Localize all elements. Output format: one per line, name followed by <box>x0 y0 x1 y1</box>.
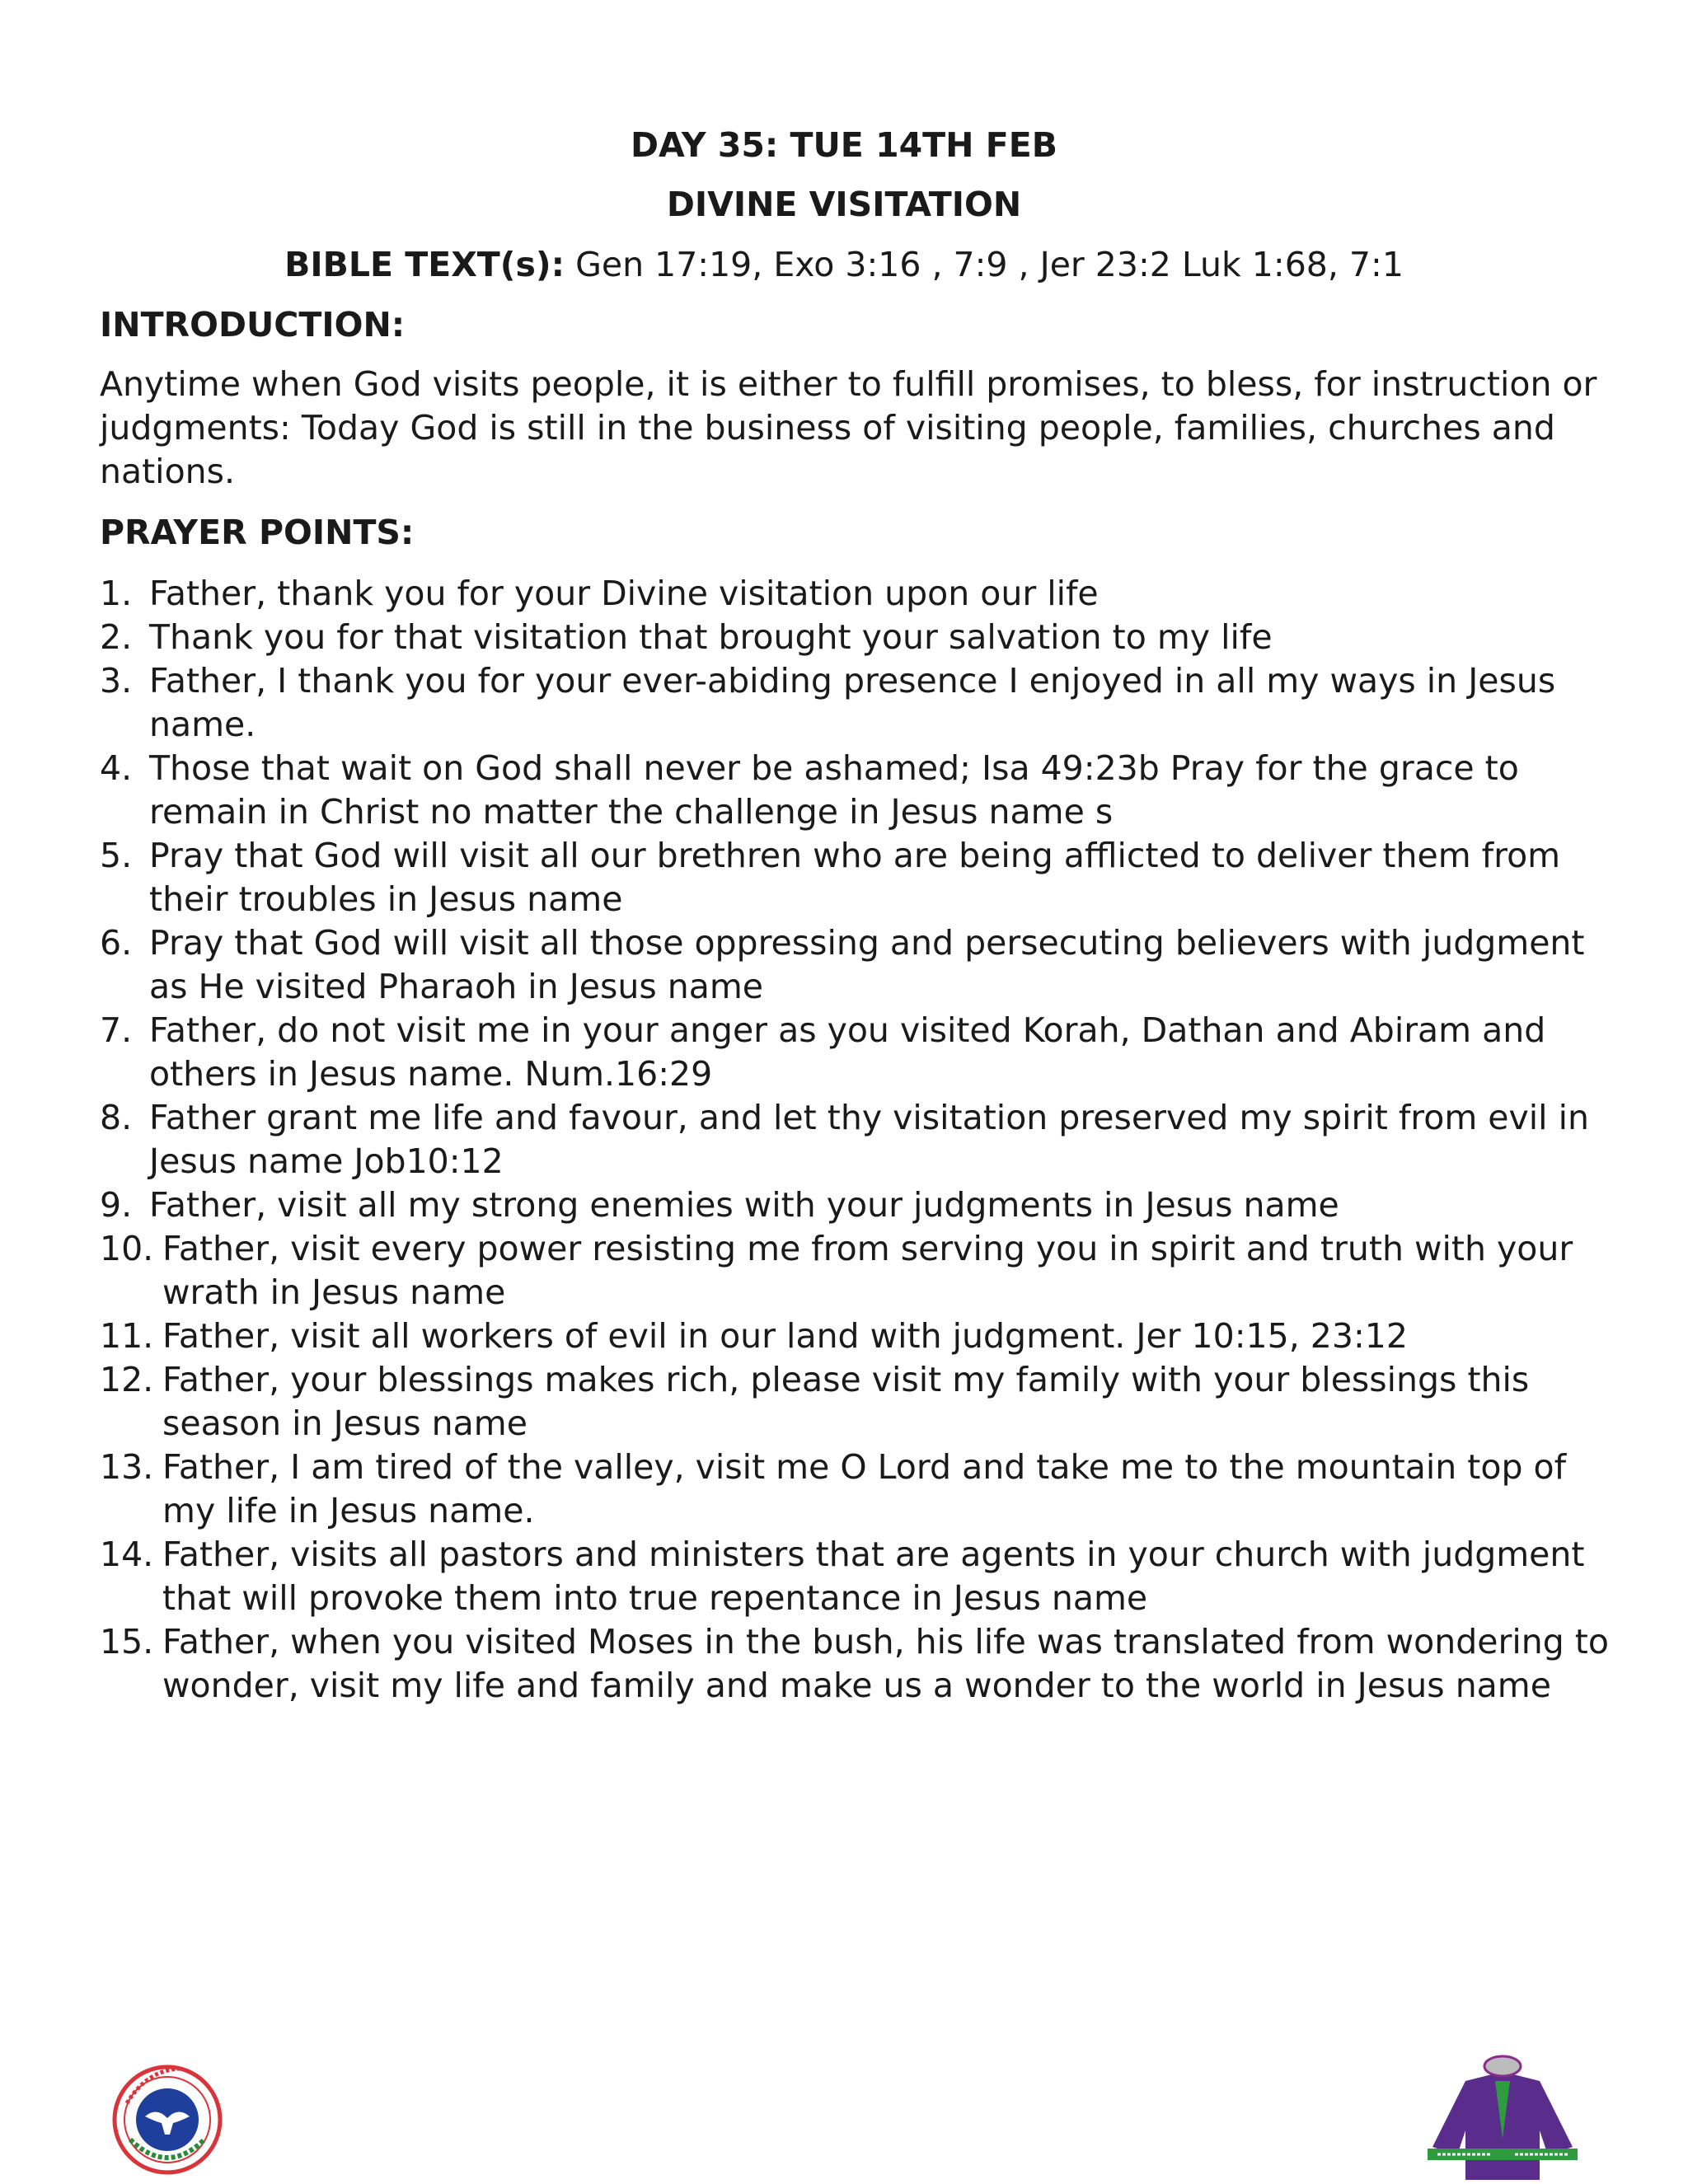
introduction-heading: INTRODUCTION: <box>100 305 406 344</box>
prayer-point <box>100 921 1616 1009</box>
prayer-point <box>100 747 1616 834</box>
prayer-point-text: Father, I thank you for your ever-abiding presence I enjoyed in all my ways in Jesus name. <box>149 661 1556 744</box>
prayer-point <box>100 659 1616 747</box>
prayer-point-text: Father, visit all workers of evil in our land with judgment. Jer 10:15, 23:12 <box>162 1316 1408 1356</box>
prayer-point-number: 3. <box>100 661 133 701</box>
prayer-point <box>100 1096 1616 1183</box>
prayer-point-text: Father, your blessings makes rich, please visit my family with your blessings this season in Jesus name <box>162 1360 1530 1443</box>
prayer-point-number: 10. <box>100 1229 154 1268</box>
prayer-points-list <box>100 572 1616 1708</box>
prayer-point-number: 6. <box>100 923 133 963</box>
prayer-point-text: Father, visits all pastors and ministers that are agents in your church with judgment that will provoke them into true repentance in Jesus name <box>162 1535 1585 1618</box>
praying-figure-logo <box>1416 2048 1589 2184</box>
prayer-point <box>100 1183 1616 1227</box>
theme-title: DIVINE VISITATION <box>666 185 1022 224</box>
prayer-point-number: 5. <box>100 836 133 875</box>
prayer-point <box>100 834 1616 921</box>
bible-text-label: BIBLE TEXT(s): <box>284 245 565 284</box>
prayer-point-text: Father, thank you for your Divine visitation upon our life <box>149 574 1099 613</box>
prayer-point-number: 13. <box>100 1447 154 1487</box>
prayer-point-text: Father, visit every power resisting me from serving you in spirit and truth with your wrath in Jesus name <box>162 1229 1573 1312</box>
prayer-point-text: Father, I am tired of the valley, visit me O Lord and take me to the mountain top of my life in Jesus name. <box>162 1447 1567 1530</box>
prayer-point <box>100 1227 1616 1315</box>
prayer-point-number: 12. <box>100 1360 154 1399</box>
prayer-point <box>100 616 1616 659</box>
day-heading: DAY 35: TUE 14TH FEB <box>631 125 1057 165</box>
prayer-point-number: 8. <box>100 1098 133 1137</box>
prayer-point-number: 4. <box>100 748 133 788</box>
prayer-point <box>100 1620 1616 1708</box>
head-shape <box>1484 2056 1521 2076</box>
prayer-point-text: Pray that God will visit all our brethren who are being afflicted to deliver them from their troubles in Jesus name <box>149 836 1561 919</box>
prayer-point <box>100 1446 1616 1533</box>
prayer-point-number: 9. <box>100 1185 133 1225</box>
prayer-point <box>100 1009 1616 1096</box>
church-seal-logo <box>97 2052 237 2176</box>
prayer-point-number: 2. <box>100 617 133 657</box>
bible-text-line <box>0 243 1688 286</box>
prayer-point <box>100 1315 1616 1358</box>
bible-text-refs: Gen 17:19, Exo 3:16 , 7:9 , Jer 23:2 Luk 1:68, 7:1 <box>565 245 1404 284</box>
prayer-points-heading: PRAYER POINTS: <box>100 513 415 552</box>
prayer-point-text: Father, when you visited Moses in the bush, his life was translated from wondering to wonder, visit my life and family and make us a wonder to the world in Jesus name <box>162 1622 1609 1705</box>
prayer-point-text: Father, do not visit me in your anger as you visited Korah, Dathan and Abiram and others in Jesus name. Num.16:29 <box>149 1010 1546 1094</box>
prayer-point-text: Those that wait on God shall never be ashamed; Isa 49:23b Pray for the grace to remain in Christ no matter the challenge in Jesus name s <box>149 748 1519 832</box>
prayer-point <box>100 1358 1616 1446</box>
prayer-point-number: 15. <box>100 1622 154 1661</box>
prayer-point-text: Thank you for that visitation that brought your salvation to my life <box>149 617 1273 657</box>
prayer-point-number: 14. <box>100 1535 154 1574</box>
prayer-point-text: Father, visit all my strong enemies with your judgments in Jesus name <box>149 1185 1339 1225</box>
prayer-point-number: 1. <box>100 574 133 613</box>
prayer-point <box>100 1533 1616 1620</box>
prayer-point-text: Pray that God will visit all those oppressing and persecuting believers with judgment as He visited Pharaoh in Jesus name <box>149 923 1585 1006</box>
prayer-point <box>100 572 1616 616</box>
prayer-point-text: Father grant me life and favour, and let thy visitation preserved my spirit from evil in Jesus name Job10:12 <box>149 1098 1589 1181</box>
introduction-text: Anytime when God visits people, it is either to fulfill promises, to bless, for instruction or judgments: Today God is still in the business of visiting people, families, churches and nations. <box>100 364 1597 491</box>
prayer-point-number: 7. <box>100 1010 133 1050</box>
prayer-point-number: 11. <box>100 1316 154 1356</box>
